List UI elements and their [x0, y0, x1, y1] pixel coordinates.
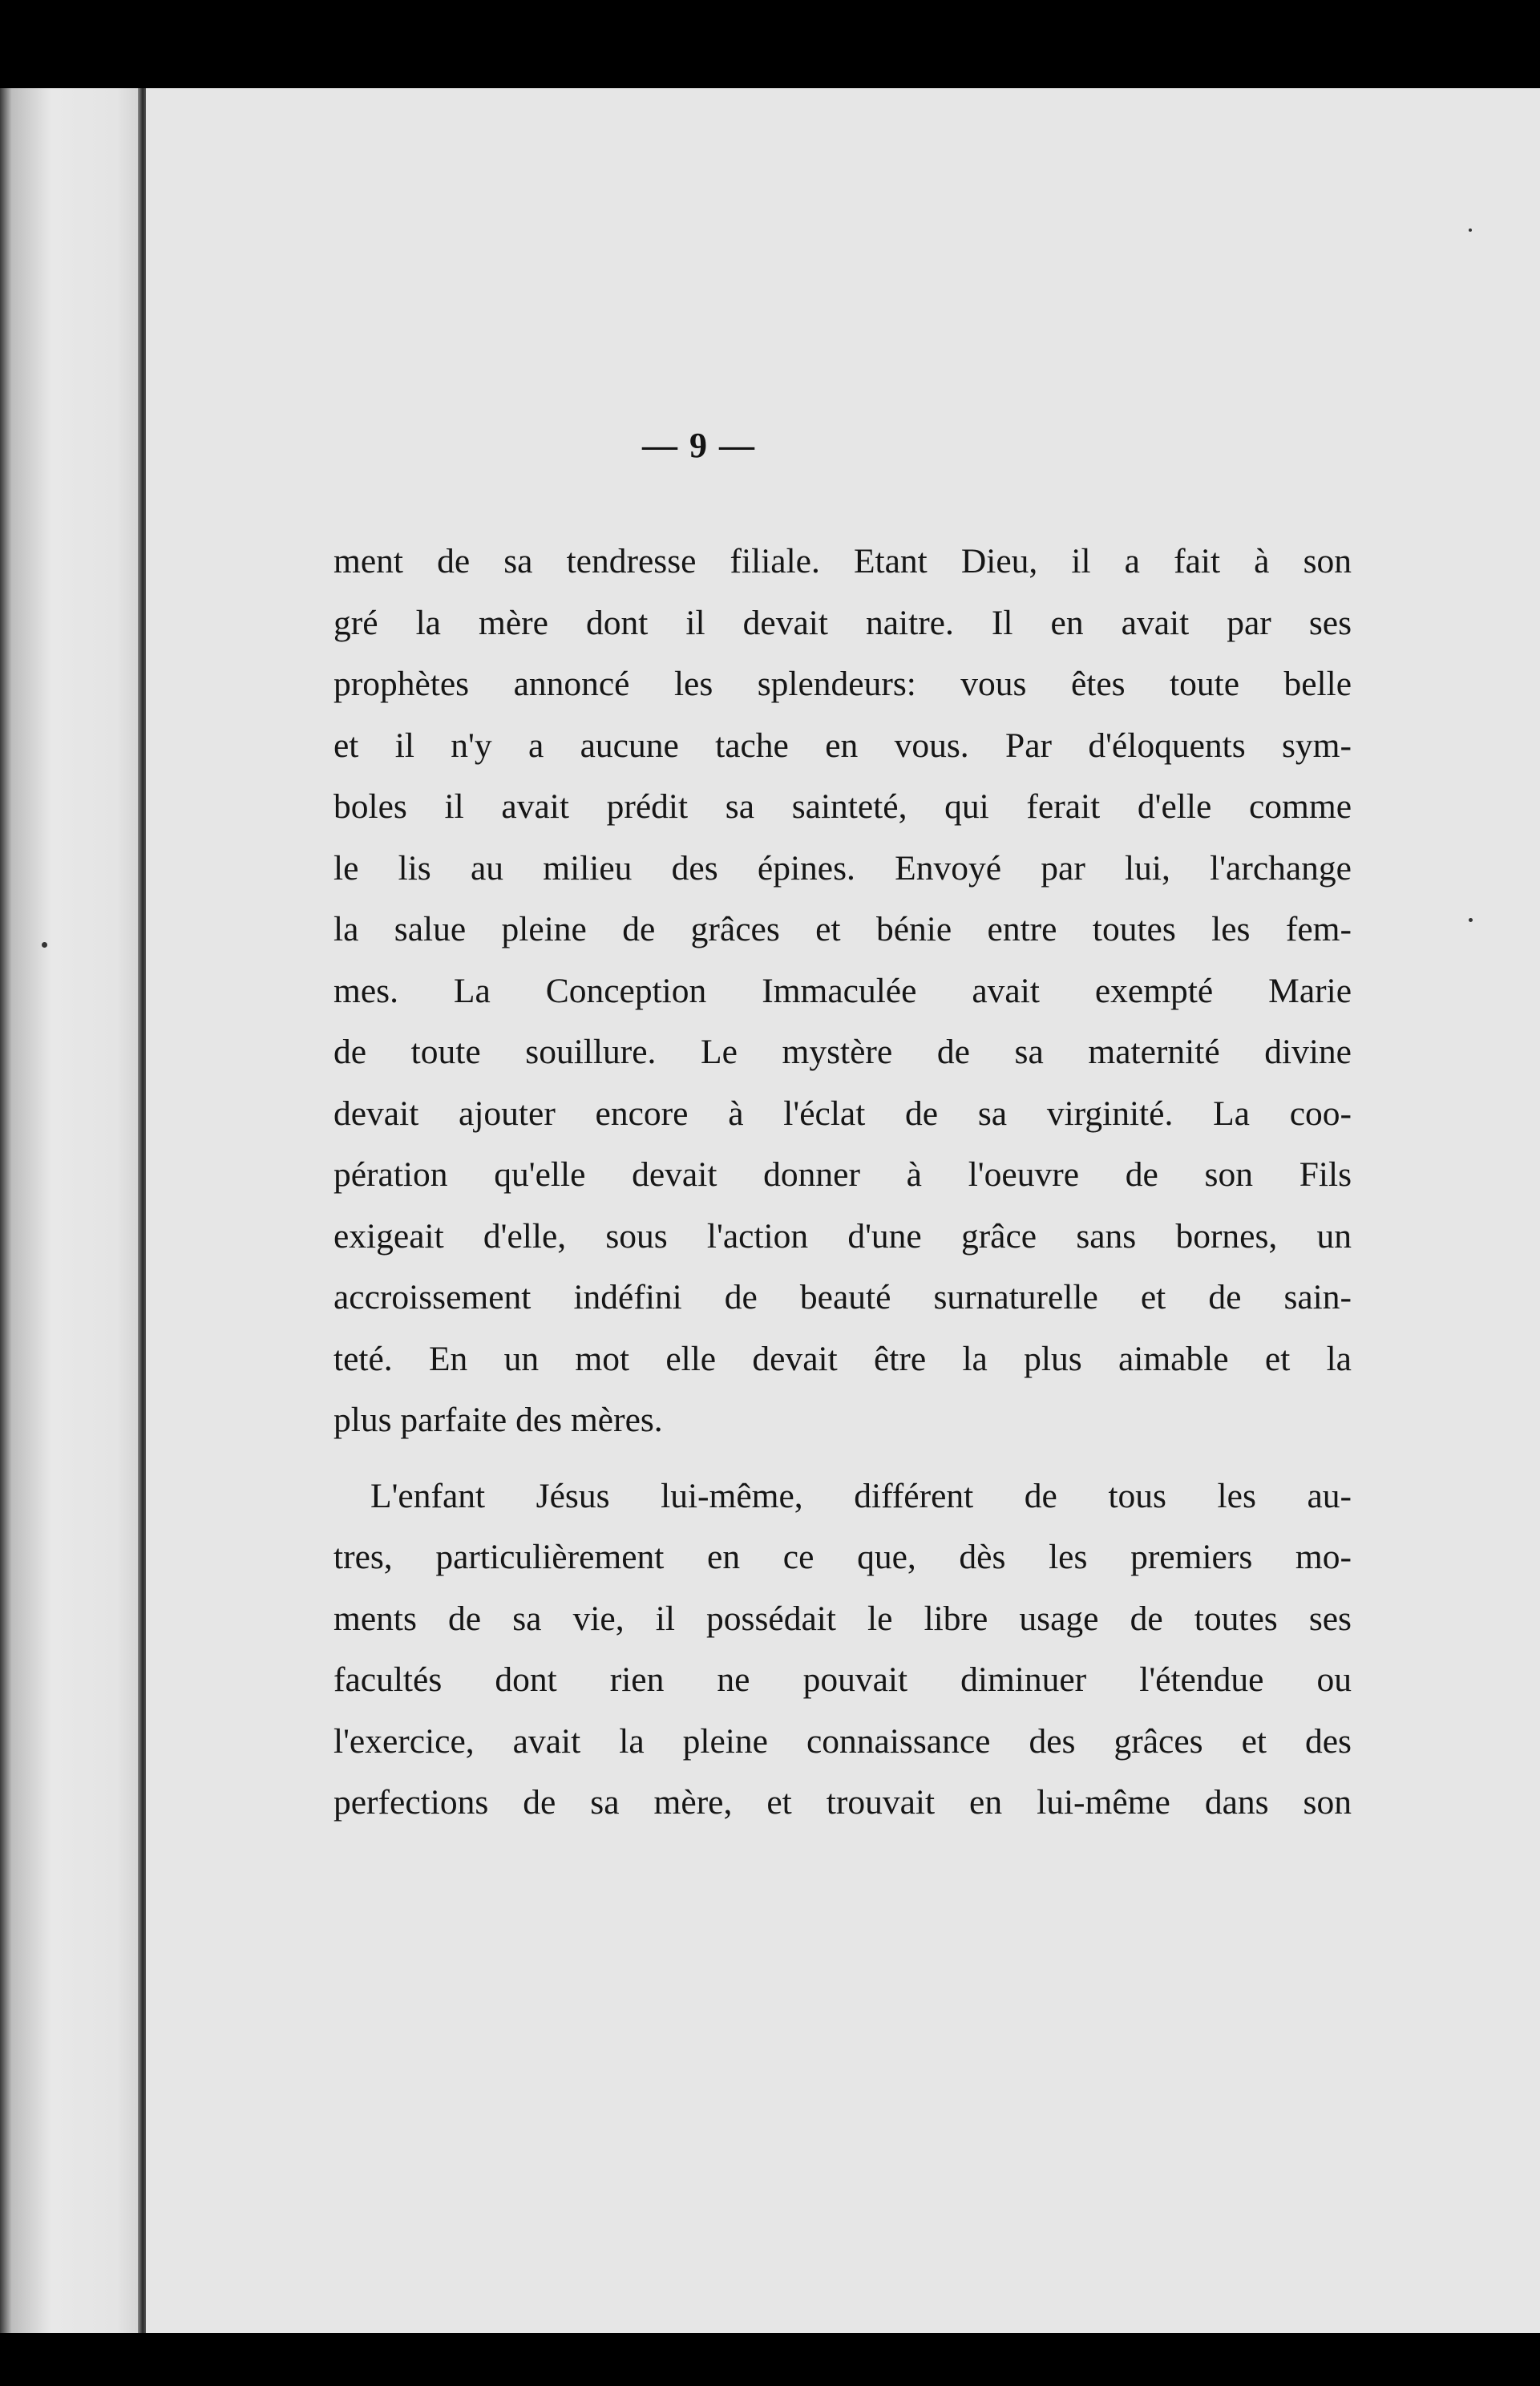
- body-text: [333, 531, 1352, 1834]
- text-line: tres, particulièrement en ce que, dès les premiers mo-: [333, 1538, 1352, 1576]
- text-line: prophètes annoncé les splendeurs: vous êtes toute belle: [333, 665, 1352, 703]
- page-number: — 9 —: [642, 426, 756, 465]
- text-line: accroissement indéfini de beauté surnaturelle et de sain-: [333, 1278, 1352, 1316]
- paragraph-gap: [333, 1451, 1352, 1466]
- text-line: ment de sa tendresse filiale. Etant Dieu, il a fait à son: [333, 542, 1352, 580]
- paragraph: [333, 1466, 1352, 1834]
- book-page: [146, 88, 1540, 2333]
- text-line: et il n'y a aucune tache en vous. Par d'éloquents sym-: [333, 726, 1352, 765]
- text-line: perfections de sa mère, et trouvait en lui-même dans son: [333, 1783, 1352, 1822]
- text-line: gré la mère dont il devait naitre. Il en avait par ses: [333, 603, 1352, 642]
- text-line: le lis au milieu des épines. Envoyé par lui, l'archange: [333, 848, 1352, 888]
- text-line: l'exercice, avait la pleine connaissance des grâces et des: [333, 1721, 1352, 1761]
- text-line: plus parfaite des mères.: [333, 1401, 663, 1439]
- text-line: teté. En un mot elle devait être la plus aimable et la: [333, 1339, 1352, 1378]
- scan-speck: [42, 942, 47, 948]
- scan-speck: [1469, 228, 1472, 232]
- text-line: ments de sa vie, il possédait le libre usage de toutes ses: [333, 1599, 1352, 1638]
- text-line: boles il avait prédit sa sainteté, qui ferait d'elle comme: [333, 787, 1352, 826]
- text-line: pération qu'elle devait donner à l'oeuvre de son Fils: [333, 1155, 1352, 1194]
- text-line: mes. La Conception Immaculée avait exempté Marie: [333, 971, 1352, 1010]
- text-line: la salue pleine de grâces et bénie entre toutes les fem-: [333, 910, 1352, 948]
- scan-speck: [1469, 918, 1473, 922]
- text-line: facultés dont rien ne pouvait diminuer l'étendue ou: [333, 1660, 1352, 1699]
- text-line: devait ajouter encore à l'éclat de sa virginité. La coo-: [333, 1094, 1352, 1133]
- text-line: exigeait d'elle, sous l'action d'une grâce sans bornes, un: [333, 1216, 1352, 1256]
- paragraph: [333, 531, 1352, 1451]
- text-line: L'enfant Jésus lui-même, différent de tous les au-: [370, 1476, 1352, 1515]
- text-line: de toute souillure. Le mystère de sa maternité divine: [333, 1033, 1352, 1071]
- facing-page-edge: [0, 88, 146, 2333]
